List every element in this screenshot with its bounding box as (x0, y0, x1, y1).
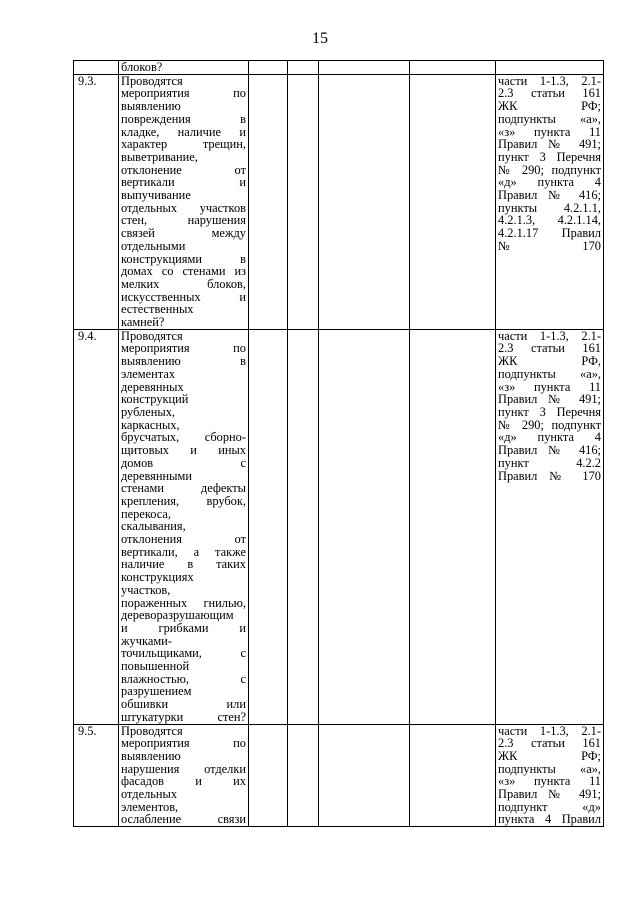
question-cell (119, 724, 249, 827)
question-line: дереворазрушающим (121, 608, 234, 623)
question-line: повреждения в (121, 111, 246, 126)
question-line: выявлению (121, 99, 181, 114)
question-line: жучками- (121, 633, 172, 648)
reference-line: Правил № 416; (498, 188, 601, 203)
table-row (74, 724, 604, 827)
question-line: разрушением (121, 684, 192, 699)
answer-no-cell (288, 329, 319, 724)
question-line: выявлению в (121, 354, 246, 369)
question-cell (119, 329, 249, 724)
question-line: мероприятия по (121, 86, 246, 101)
question-line: обшивки или (121, 697, 246, 712)
question-line: отдельными (121, 238, 186, 253)
question-line: мелких блоков, (121, 276, 246, 291)
question-line: элементах (121, 366, 176, 381)
item-number: 9.4. (74, 329, 119, 724)
question-line: точильщиками, с (121, 646, 246, 661)
question-line: фасадов и их (121, 774, 246, 789)
question-line: деревянными (121, 468, 192, 483)
reference-line: 4.2.1.17 Правил (498, 226, 601, 241)
question-line: перекоса, (121, 506, 171, 521)
reference-line: «з» пункта 11 (498, 124, 601, 139)
question-line: рубленых, (121, 404, 175, 419)
table-row (74, 74, 604, 329)
question-line: домах со стенами из (121, 264, 246, 279)
question-line: выявлению (121, 748, 181, 763)
question-cell (119, 74, 249, 329)
question-line: отдельных участков (121, 200, 246, 215)
question-line: крепления, врубок, (121, 493, 246, 508)
question-line: Проводятся (121, 328, 183, 343)
question-line: конструкциями в (121, 251, 246, 266)
legal-reference-cell (496, 61, 604, 75)
reference-line: Правил № 491; (498, 392, 601, 407)
question-line: стенами дефекты (121, 481, 246, 496)
question-line: Проводятся (121, 73, 183, 88)
not-applicable-cell (319, 329, 410, 724)
not-applicable-cell (319, 724, 410, 827)
question-line: и грибками и (121, 620, 246, 635)
reference-line: Правил № 170 (498, 468, 601, 483)
table-row (74, 329, 604, 724)
reference-line: № 170 (498, 238, 601, 253)
reference-line: пункта 4 Правил (498, 812, 601, 827)
legal-reference-cell (496, 329, 604, 724)
question-line: Проводятся (121, 723, 183, 738)
question-line: каркасных, (121, 417, 180, 432)
item-number: 9.5. (74, 724, 119, 827)
reference-line: «з» пункта 11 (498, 379, 601, 394)
reference-line: пункт 3 Перечня (498, 404, 601, 419)
question-line: влажностью, с (121, 671, 246, 686)
question-line: конструкциях (121, 570, 194, 585)
question-line: наличие в таких (121, 557, 246, 572)
reference-line: «д» пункта 4 (498, 175, 601, 190)
question-line: отдельных (121, 787, 178, 802)
reference-line: подпункты «а», (498, 761, 601, 776)
question-line: ослабление связи (121, 812, 246, 827)
reference-line: «з» пункта 11 (498, 774, 601, 789)
reference-line: «д» пункта 4 (498, 430, 601, 445)
reference-line: Правил № 491; (498, 787, 601, 802)
reference-line: ЖК РФ; (498, 748, 601, 763)
question-line: характер трещин, (121, 137, 246, 152)
inspection-checklist-table (73, 60, 604, 827)
reference-line: 4.2.1.3, 4.2.1.14, (498, 213, 601, 228)
question-line: камней? (121, 315, 165, 330)
reference-line: ЖК РФ; (498, 99, 601, 114)
answer-yes-cell (249, 74, 288, 329)
legal-reference-cell (496, 74, 604, 329)
notes-cell (410, 724, 496, 827)
question-line: нарушения отделки (121, 761, 246, 776)
question-line: повышенной (121, 659, 190, 674)
answer-yes-cell (249, 329, 288, 724)
reference-line: подпункты «а», (498, 366, 601, 381)
reference-line: подпункт «д» (498, 799, 601, 814)
question-line: кладке, наличие и (121, 124, 246, 139)
question-line: естественных (121, 302, 194, 317)
table-row (74, 61, 604, 75)
question-line: стен, нарушения (121, 213, 246, 228)
question-line: мероприятия по (121, 736, 246, 751)
item-number (74, 61, 119, 75)
question-line: вертикали, а также (121, 544, 246, 559)
answer-no-cell (288, 74, 319, 329)
question-line: элементов, (121, 799, 179, 814)
question-line: отклонения от (121, 532, 246, 547)
reference-line: пункты 4.2.1.1, (498, 200, 601, 215)
question-line: брусчатых, сборно- (121, 430, 246, 445)
page-number: 15 (312, 30, 328, 47)
reference-line: пункт 3 Перечня (498, 149, 601, 164)
notes-cell (410, 329, 496, 724)
question-cell (119, 61, 249, 75)
question-line: вертикали и (121, 175, 246, 190)
not-applicable-cell (319, 61, 410, 75)
answer-no-cell (288, 61, 319, 75)
question-line: мероприятия по (121, 341, 246, 356)
notes-cell (410, 74, 496, 329)
question-line: участков, (121, 582, 171, 597)
answer-yes-cell (249, 61, 288, 75)
question-line: домов с (121, 455, 246, 470)
question-line: искусственных и (121, 289, 246, 304)
question-line: деревянных (121, 379, 184, 394)
reference-line: части 1-1.3, 2.1- (498, 723, 601, 738)
reference-line: 2.3 статьи 161 (498, 86, 601, 101)
question-line: блоков? (121, 60, 163, 74)
item-number: 9.3. (74, 74, 119, 329)
answer-yes-cell (249, 724, 288, 827)
reference-line: части 1-1.3, 2.1- (498, 328, 601, 343)
reference-line: 2.3 статьи 161 (498, 341, 601, 356)
reference-line: № 290; подпункт (498, 417, 601, 432)
question-line: отклонение от (121, 162, 246, 177)
reference-line: № 290; подпункт (498, 162, 601, 177)
question-line: выветривание, (121, 149, 198, 164)
answer-no-cell (288, 724, 319, 827)
reference-line: пункт 4.2.2 (498, 455, 601, 470)
question-line: конструкций (121, 392, 189, 407)
question-line: штукатурки стен? (121, 709, 246, 724)
not-applicable-cell (319, 74, 410, 329)
question-line: пораженных гнилью, (121, 595, 246, 610)
reference-line: 2.3 статьи 161 (498, 736, 601, 751)
question-line: связей между (121, 226, 246, 241)
reference-line: подпункты «а», (498, 111, 601, 126)
notes-cell (410, 61, 496, 75)
reference-line: части 1-1.3, 2.1- (498, 73, 601, 88)
reference-line: Правил № 491; (498, 137, 601, 152)
reference-line: Правил № 416; (498, 443, 601, 458)
question-line: выпучивание (121, 188, 191, 203)
reference-line: ЖК РФ, (498, 354, 601, 369)
question-line: скалывания, (121, 519, 186, 534)
legal-reference-cell (496, 724, 604, 827)
question-line: щитовых и иных (121, 443, 246, 458)
